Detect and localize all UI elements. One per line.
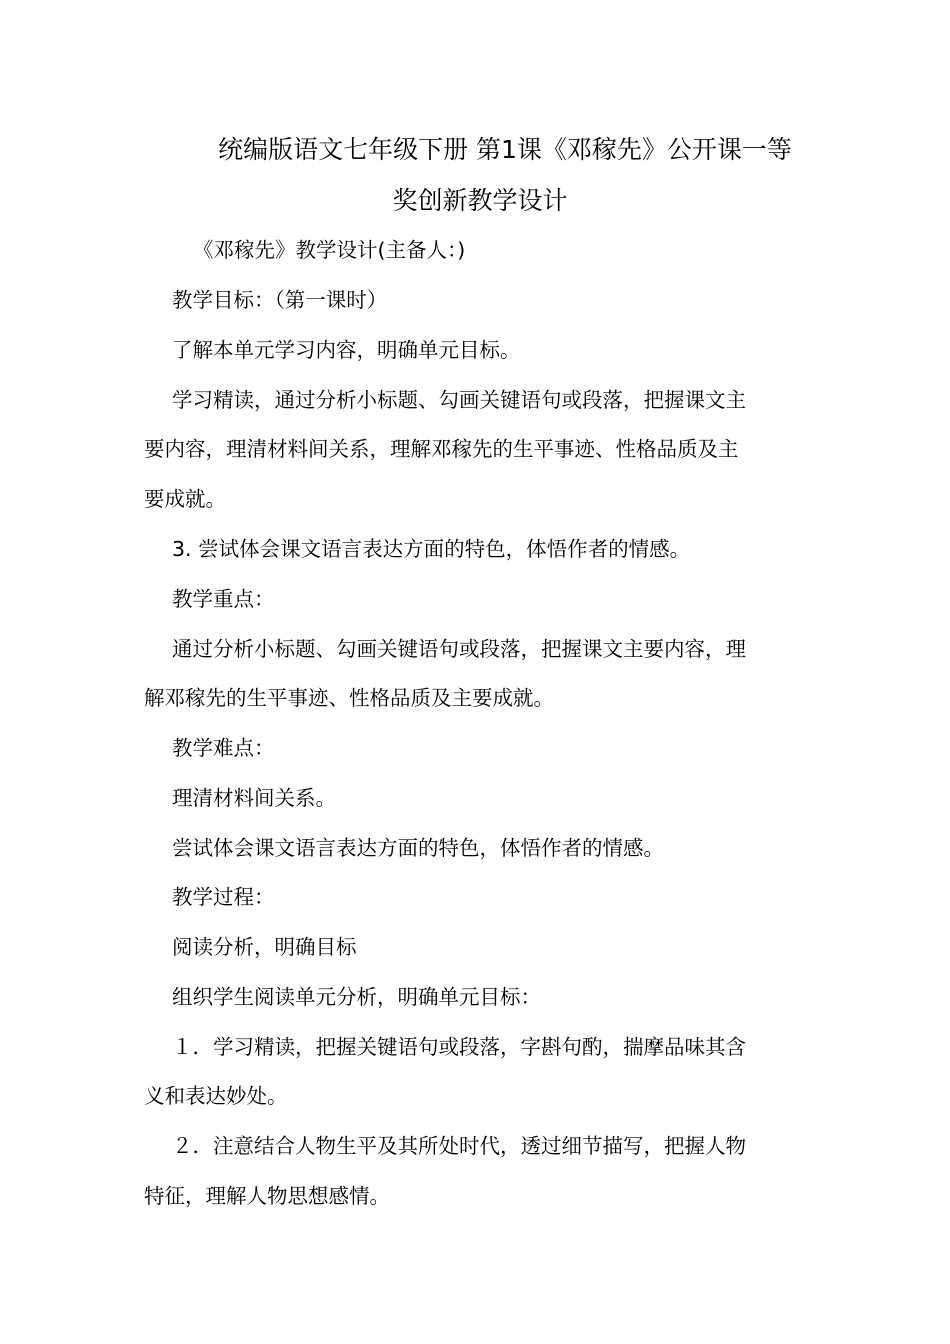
paragraph-line: 阅读分析，明确目标 — [172, 935, 357, 959]
paragraph-line: 3. 尝试体会课文语言表达方面的特色，体悟作者的情感。 — [172, 537, 691, 561]
paragraph-line: 要内容，理清材料间关系，理解邓稼先的生平事迹、性格品质及主 — [144, 437, 739, 461]
section-heading-key-points: 教学重点： — [172, 587, 275, 611]
paragraph-line: 通过分析小标题、勾画关键语句或段落，把握课文主要内容，理 — [172, 637, 746, 661]
paragraph-line: ２．注意结合人物生平及其所处时代，透过细节描写，把握人物 — [172, 1134, 746, 1158]
section-heading-difficulties: 教学难点： — [172, 736, 275, 760]
section-heading-objectives: 教学目标：（第一课时） — [172, 288, 388, 312]
paragraph-line: 了解本单元学习内容，明确单元目标。 — [172, 338, 521, 362]
paragraph-line: 要成就。 — [144, 487, 226, 511]
paragraph-line: 义和表达妙处。 — [144, 1084, 288, 1108]
document-title-line-2: 奖创新教学设计 — [392, 186, 568, 215]
paragraph-line: 解邓稼先的生平事迹、性格品质及主要成就。 — [144, 686, 554, 710]
paragraph-line: 理清材料间关系。 — [172, 786, 336, 810]
section-heading-process: 教学过程： — [172, 885, 275, 909]
document-title-line-1: 统编版语文七年级下册 第1课《邓稼先》公开课一等 — [218, 135, 792, 164]
paragraph-line: 特征，理解人物思想感情。 — [144, 1184, 390, 1208]
paragraph-line: 尝试体会课文语言表达方面的特色，体悟作者的情感。 — [172, 836, 664, 860]
paragraph-line: １．学习精读，把握关键语句或段落，字斟句酌，揣摩品味其含 — [172, 1035, 746, 1059]
paragraph-line: 组织学生阅读单元分析，明确单元目标： — [172, 985, 541, 1009]
subtitle-line: 《邓稼先》教学设计(主备人：) — [193, 238, 466, 262]
paragraph-line: 学习精读，通过分析小标题、勾画关键语句或段落，把握课文主 — [172, 388, 746, 412]
